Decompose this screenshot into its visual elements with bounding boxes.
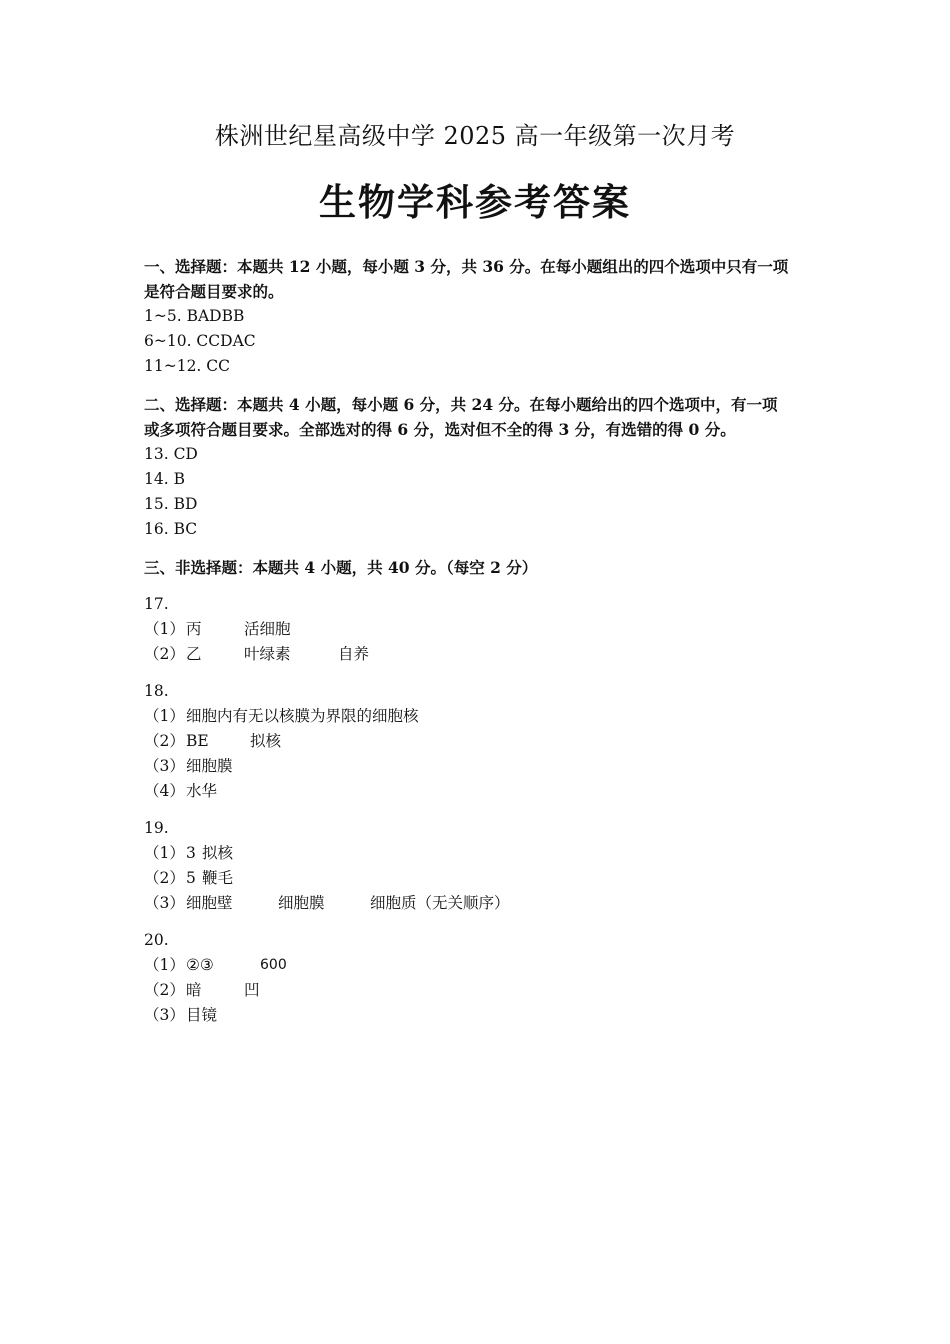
answer-text: 细胞壁 <box>186 894 233 912</box>
answer-text: 拟核 <box>202 844 234 862</box>
sub-answer <box>144 891 824 916</box>
sub-answer <box>144 754 824 779</box>
question-20 <box>144 928 824 1028</box>
answer-text: 暗 <box>186 981 202 999</box>
sub-answer <box>144 642 824 667</box>
section-1-heading: 一、选择题：本题共 12 小题，每小题 3 分，共 36 分。在每小题组出的四个选项中只有一项 <box>144 257 789 276</box>
sub-label: （2） <box>144 869 185 887</box>
answer-text: 细胞膜 <box>186 757 233 775</box>
answer-content <box>144 254 824 1028</box>
sub-label: （1） <box>144 956 185 974</box>
section-3 <box>144 555 824 1028</box>
answer-text: 3 <box>186 844 196 862</box>
answer-text: 叶绿素 <box>244 645 291 663</box>
answer-text: 细胞内有无以核膜为界限的细胞核 <box>186 707 419 725</box>
section-2-heading: 二、选择题：本题共 4 小题，每小题 6 分，共 24 分。在每小题给出的四个选项中，有一项 <box>144 395 778 414</box>
sub-answer <box>144 729 824 754</box>
sub-answer <box>144 779 824 804</box>
answer-line: 6~10. CCDAC <box>144 332 256 350</box>
page-title: 株洲世纪星高级中学 2025 高一年级第一次月考 <box>214 122 736 150</box>
answer-text: BE <box>186 732 209 750</box>
sub-answer <box>144 841 824 866</box>
sub-label: （3） <box>144 757 185 775</box>
answer-line: 13. CD <box>144 445 198 463</box>
answer-text: 凹 <box>244 981 260 999</box>
section-1 <box>144 254 824 379</box>
answer-text: 活细胞 <box>244 620 291 638</box>
section-3-heading: 三、非选择题：本题共 4 小题，共 40 分。（每空 2 分） <box>144 558 538 577</box>
section-1-heading-cont: 是符合题目要求的。 <box>144 282 284 301</box>
answer-text: 水华 <box>186 782 218 800</box>
sub-label: （2） <box>144 981 185 999</box>
sub-answer <box>144 953 824 978</box>
answer-text: 细胞膜 <box>278 894 325 912</box>
answer-text: ②③ <box>186 956 214 974</box>
sub-label: （1） <box>144 707 185 725</box>
question-number: 19. <box>144 819 169 837</box>
answer-line: 1~5. BADBB <box>144 307 245 325</box>
question-number: 17. <box>144 595 169 613</box>
answer-text: 鞭毛 <box>202 869 234 887</box>
sub-label: （3） <box>144 1006 185 1024</box>
answer-text: 自养 <box>338 645 370 663</box>
section-2 <box>144 392 824 542</box>
question-number: 18. <box>144 682 169 700</box>
question-19 <box>144 816 824 916</box>
sub-label: （1） <box>144 844 185 862</box>
section-2-heading-cont: 或多项符合题目要求。全部选对的得 6 分，选对但不全的得 3 分，有选错的得 0 分。 <box>144 420 736 439</box>
answer-text: 丙 <box>186 620 202 638</box>
answer-text: 5 <box>186 869 196 887</box>
sub-answer <box>144 978 824 1003</box>
page-subtitle: 生物学科参考答案 <box>319 180 631 224</box>
answer-text: 细胞质（无关顺序） <box>370 894 510 912</box>
answer-line: 11~12. CC <box>144 357 231 375</box>
sub-label: （1） <box>144 620 185 638</box>
sub-answer <box>144 866 824 891</box>
answer-text: 乙 <box>186 645 202 663</box>
sub-label: （3） <box>144 894 185 912</box>
answer-line: 14. B <box>144 470 185 488</box>
sub-answer <box>144 704 824 729</box>
sub-label: （2） <box>144 732 185 750</box>
sub-answer <box>144 1003 824 1028</box>
sub-label: （4） <box>144 782 185 800</box>
question-18 <box>144 679 824 804</box>
answer-text: 600 <box>260 957 287 973</box>
sub-label: （2） <box>144 645 185 663</box>
answer-line: 16. BC <box>144 520 198 538</box>
question-number: 20. <box>144 931 169 949</box>
answer-line: 15. BD <box>144 495 198 513</box>
answer-text: 目镜 <box>186 1006 218 1024</box>
sub-answer <box>144 617 824 642</box>
answer-text: 拟核 <box>250 732 282 750</box>
question-17 <box>144 592 824 667</box>
